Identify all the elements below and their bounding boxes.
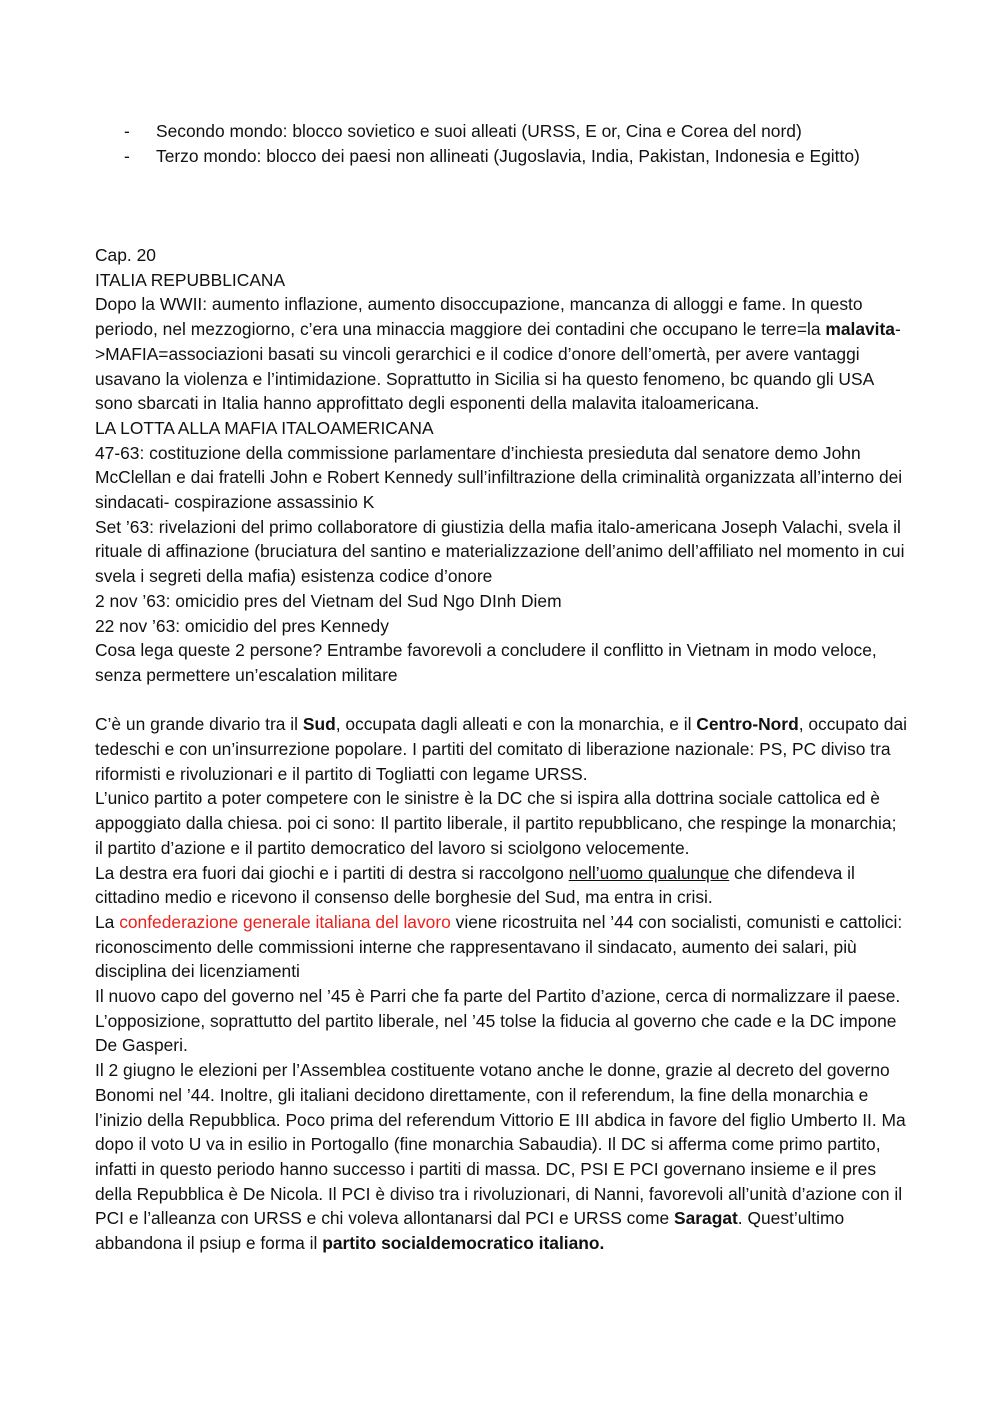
chapter-content	[95, 243, 907, 1256]
elezioni-paragraph: Il 2 giugno le elezioni per l’Assemblea costituente votano anche le donne, grazie al decreto del governo Bonomi nel ’44. Inoltre, gli italiani decidono direttamente, con il referendum, la fine della monarchia e l’inizio della Repubblica. Poco prima del referendum Vittorio E III abdica in favore del figlio Umberto II. Ma dopo il voto U va in esilio in Portogallo (fine monarchia Sabaudia). Il DC si afferma come primo partito, infatti in questo periodo hanno successo i partiti di massa. DC, PSI E PCI governano insieme e il pres della Repubblica è De Nicola. Il PCI è diviso tra i rivoluzionari, di Nanni, favorevoli all’unità d’azione con il PCI e l’alleanza con URSS e chi voleva allontanarsi dal PCI e URSS come Saragat. Quest’ultimo abbandona il psiup e forma il partito socialdemocratico italiano.	[95, 1060, 906, 1254]
bold-term-psdi: partito socialdemocratico italiano.	[322, 1233, 605, 1254]
list-item	[124, 119, 944, 144]
bold-term-sud: Sud	[302, 714, 336, 735]
timeline-entry: Cosa lega queste 2 persone? Entrambe favorevoli a concludere il conflitto in Vietnam in modo veloce, senza permettere un’escalation militare	[95, 640, 877, 685]
blank-line	[95, 688, 907, 713]
timeline-entry: 2 nov ’63: omicidio pres del Vietnam del Sud Ngo DInh Diem	[95, 590, 562, 611]
bullet-text: Secondo mondo: blocco sovietico e suoi alleati (URSS, E or, Cina e Corea del nord)	[156, 121, 802, 141]
section-heading: LA LOTTA ALLA MAFIA ITALOAMERICANA	[95, 417, 434, 438]
highlighted-term: confederazione generale italiana del lavoro	[119, 911, 451, 932]
bullet-text: Terzo mondo: blocco dei paesi non allineati (Jugoslavia, India, Pakistan, Indonesia e Egitto)	[156, 145, 860, 166]
bold-term-saragat: Saragat	[674, 1208, 738, 1229]
destra-paragraph: La destra era fuori dai giochi e i partiti di destra si raccolgono nell’uomo qualunque che difendeva il cittadino medio e ricevono il consenso delle borghesie del Sud, ma entra in crisi.	[95, 862, 855, 908]
parri-paragraph: Il nuovo capo del governo nel ’45 è Parri che fa parte del Partito d’azione, cerca di normalizzare il paese. L’opposizione, soprattutto del partito liberale, nel ’45 tolse la fiducia al governo che cade e la DC impone De Gasperi.	[95, 986, 901, 1056]
bullet-marker: -	[124, 145, 130, 166]
list-item	[124, 144, 944, 169]
bold-term-malavita: malavita	[825, 319, 895, 340]
underlined-term: nell’uomo qualunque	[568, 862, 730, 883]
chapter-number: Cap. 20	[95, 245, 156, 265]
bullet-marker: -	[124, 121, 130, 141]
bold-term-centro-nord: Centro-Nord	[696, 714, 799, 735]
timeline-entry: Set ’63: rivelazioni del primo collaboratore di giustizia della mafia italo-americana Joseph Valachi, svela il rituale di affinazione (bruciatura del santino e materializzazione dell’animo dell’affiliato nel momento in cui svela i segreti della mafia) esistenza codice d’onore	[95, 516, 905, 587]
intro-paragraph: Dopo la WWII: aumento inflazione, aumento disoccupazione, mancanza di alloggi e fame. In questo periodo, nel mezzogiorno, c’era una minaccia maggiore dei contadini che occupano le terre=la malavita->MAFIA=associazioni basati su vincoli gerarchici e il codice d’onore dell’omertà, per avere vantaggi usavano la violenza e l’intimidazione. Soprattutto in Sicilia si ha questo fenomeno, bc quando gli USA sono sbarcati in Italia hanno approfittato degli esponenti della malavita italoamericana.	[95, 294, 901, 414]
timeline-entry: 22 nov ’63: omicidio del pres Kennedy	[95, 615, 389, 636]
divide-paragraph: C’è un grande divario tra il Sud, occupata dagli alleati e con la monarchia, e il Centro-Nord, occupato dai tedeschi e con un’insurrezione popolare. I partiti del comitato di liberazione nazionale: PS, PC diviso tra riformisti e rivoluzionari e il partito di Togliatti con legame URSS.	[95, 714, 907, 784]
bullet-list	[124, 119, 944, 168]
timeline-entry: 47-63: costituzione della commissione parlamentare d’inchiesta presieduta dal senatore demo John McClellan e dai fratelli John e Robert Kennedy sull’infiltrazione della criminalità organizzata all’interno dei sindacati- cospirazione assassinio K	[95, 442, 903, 513]
chapter-title: ITALIA REPUBBLICANA	[95, 269, 286, 290]
dc-paragraph: L’unico partito a poter competere con le sinistre è la DC che si ispira alla dottrina sociale cattolica ed è appoggiato dalla chiesa. poi ci sono: Il partito liberale, il partito repubblicano, che respinge la monarchia; il partito d’azione e il partito democratico del lavoro si sciolgono velocemente.	[95, 788, 897, 858]
cgil-paragraph: La confederazione generale italiana del lavoro viene ricostruita nel ’44 con socialisti, comunisti e cattolici: riconoscimento delle commissioni interne che rappresentavano il sindacato, aumento dei salari, più disciplina dei licenziamenti	[95, 911, 903, 982]
